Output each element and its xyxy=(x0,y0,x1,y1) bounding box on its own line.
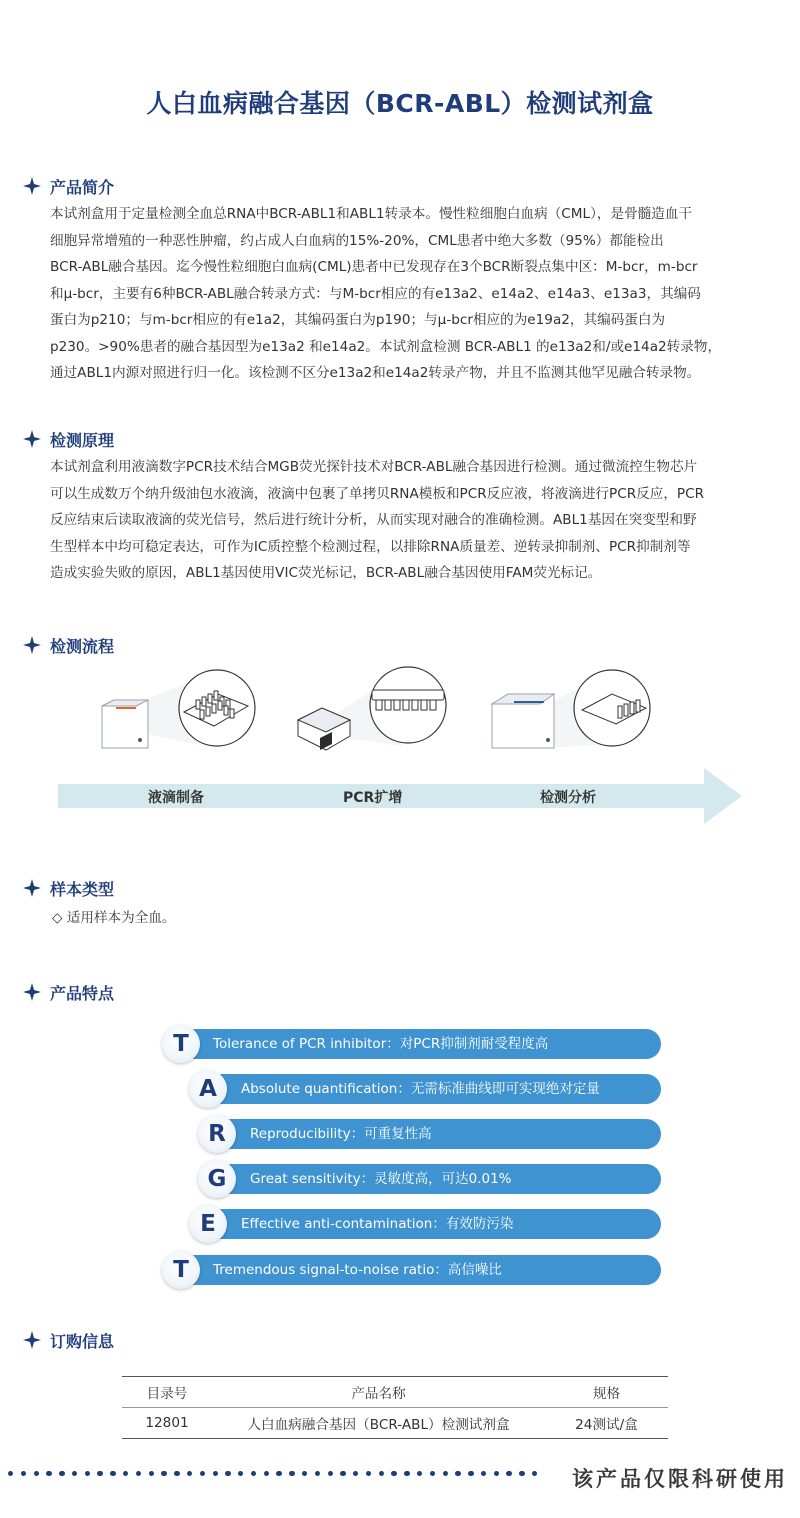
text-line: 反应结束后读取液滴的荧光信号，然后进行统计分析，从而实现对融合的准确检测。ABL1基因在突变型和野 xyxy=(50,512,697,528)
feature-text: Tolerance of PCR inhibitor：对PCR抑制剂耐受程度高 xyxy=(213,1036,549,1052)
sample-type-text: ◇ 适用样本为全血。 xyxy=(52,910,176,926)
text-line: 细胞异常增殖的一种恶性肿瘤，约占成人白血病的15%-20%，CML患者中绝大多数（95%）都能检出 xyxy=(50,232,664,249)
feature-letter-badge: E xyxy=(189,1205,227,1243)
divider-dot xyxy=(353,1471,358,1476)
workflow-step-droplet: 液滴制备 xyxy=(148,790,204,806)
feature-pill xyxy=(216,1164,661,1194)
text-line: 本试剂盒用于定量检测全血总RNA中BCR-ABL1和ABL1转录本。慢性粒细胞白血病（CML），是骨髓造血干 xyxy=(50,206,693,222)
feature-letter-badge: T xyxy=(162,1251,200,1289)
text-line: 生型样本中均可稳定表达，可作为IC质控整个检测过程，以排除RNA质量差、逆转录抑制剂、PCR抑制剂等 xyxy=(50,538,691,555)
feature-pill xyxy=(180,1029,661,1059)
divider-dot xyxy=(97,1471,102,1476)
divider-dot xyxy=(315,1471,320,1476)
intro-paragraph xyxy=(50,201,778,387)
divider-dot xyxy=(174,1471,179,1476)
feature-text: Effective anti-contamination：有效防污染 xyxy=(241,1216,514,1232)
divider-dot xyxy=(264,1471,269,1476)
four-point-star-icon xyxy=(22,982,42,1002)
divider-dot xyxy=(417,1471,422,1476)
feature-pill xyxy=(207,1209,661,1239)
pcr-thermocycler-illustration xyxy=(292,664,462,754)
text-line: 蛋白为p210；与m-bcr相应的有e1a2，其编码蛋白为p190；与μ-bcr相应的为e19a2，其编码蛋白为 xyxy=(50,312,666,328)
section-title: 检测原理 xyxy=(50,430,115,450)
feature-letter-badge: G xyxy=(198,1160,236,1198)
divider-dot xyxy=(340,1471,345,1476)
text-line: 造成实验失败的原因，ABL1基因使用VIC荧光标记，BCR-ABL融合基因使用FAM荧光标记。 xyxy=(50,565,602,581)
section-heading-intro xyxy=(22,174,114,198)
divider-dot xyxy=(136,1471,141,1476)
section-heading-sample xyxy=(22,876,114,900)
divider-dot xyxy=(366,1471,371,1476)
section-heading-features xyxy=(22,980,114,1004)
divider-dot xyxy=(443,1471,448,1476)
column-header: 规格 xyxy=(545,1377,668,1408)
divider-dot xyxy=(34,1471,39,1476)
four-point-star-icon xyxy=(22,176,42,196)
divider-dot xyxy=(200,1471,205,1476)
column-header: 产品名称 xyxy=(212,1377,545,1408)
text-line: 通过ABL1内源对照进行归一化。该检测不区分e13a2和e14a2转录产物，并且不监测其他罕见融合转录物。 xyxy=(50,365,701,381)
divider-dot xyxy=(59,1471,64,1476)
divider-dot xyxy=(391,1471,396,1476)
divider-dot xyxy=(161,1471,166,1476)
research-use-notice: 该产品仅限科研使用 xyxy=(572,1467,788,1491)
divider-dot xyxy=(379,1471,384,1476)
divider-dot xyxy=(289,1471,294,1476)
divider-dot xyxy=(251,1471,256,1476)
text-line: 和μ-bcr，主要有6种BCR-ABL融合转录方式：与M-bcr相应的有e13a2、e14a2、e14a3、e13a3，其编码 xyxy=(50,285,701,302)
feature-text: Tremendous signal-to-noise ratio：高信噪比 xyxy=(213,1262,502,1278)
order-table xyxy=(122,1376,668,1439)
divider-dot xyxy=(430,1471,435,1476)
feature-text: Great sensitivity：灵敏度高，可达0.01% xyxy=(250,1171,512,1187)
feature-pill xyxy=(207,1074,661,1104)
section-title: 产品特点 xyxy=(50,983,115,1003)
divider-dot xyxy=(85,1471,90,1476)
divider-dot xyxy=(519,1471,524,1476)
divider-dot xyxy=(328,1471,333,1476)
divider-dot xyxy=(276,1471,281,1476)
section-title: 检测流程 xyxy=(50,636,115,656)
principle-paragraph xyxy=(50,454,778,587)
section-title: 订购信息 xyxy=(50,1331,115,1351)
page-title: 人白血病融合基因（BCR-ABL）检测试剂盒 xyxy=(146,89,654,118)
divider-dot xyxy=(72,1471,77,1476)
product-name: 人白血病融合基因（BCR-ABL）检测试剂盒 xyxy=(212,1408,545,1439)
column-header: 目录号 xyxy=(122,1377,212,1408)
divider-dot xyxy=(468,1471,473,1476)
divider-dot xyxy=(481,1471,486,1476)
section-heading-principle xyxy=(22,427,114,451)
feature-pill xyxy=(216,1119,661,1149)
feature-text: Absolute quantification：无需标准曲线即可实现绝对定量 xyxy=(241,1081,600,1097)
section-title: 产品简介 xyxy=(50,177,115,197)
section-heading-order xyxy=(22,1328,114,1352)
catalog-number: 12801 xyxy=(122,1408,212,1439)
feature-letter-badge: T xyxy=(162,1025,200,1063)
divider-dot xyxy=(21,1471,26,1476)
divider-dot xyxy=(238,1471,243,1476)
feature-letter-badge: A xyxy=(189,1070,227,1108)
four-point-star-icon xyxy=(22,635,42,655)
four-point-star-icon xyxy=(22,1330,42,1350)
dotted-divider xyxy=(8,1471,545,1483)
divider-dot xyxy=(225,1471,230,1476)
divider-dot xyxy=(302,1471,307,1476)
divider-dot xyxy=(455,1471,460,1476)
divider-dot xyxy=(532,1471,537,1476)
workflow-step-analysis: 检测分析 xyxy=(540,790,596,806)
feature-pill xyxy=(180,1255,661,1285)
divider-dot xyxy=(506,1471,511,1476)
text-line: p230。>90%患者的融合基因型为e13a2 和e14a2。本试剂盒检测 BCR-ABL1 的e13a2和/或e14a2转录物， xyxy=(50,338,722,355)
divider-dot xyxy=(110,1471,115,1476)
section-heading-workflow xyxy=(22,633,114,657)
divider-dot xyxy=(8,1471,13,1476)
droplet-generator-illustration xyxy=(96,664,261,754)
feature-letter-badge: R xyxy=(198,1115,236,1153)
divider-dot xyxy=(123,1471,128,1476)
divider-dot xyxy=(404,1471,409,1476)
analyzer-illustration xyxy=(488,664,658,754)
text-line: 本试剂盒利用液滴数字PCR技术结合MGB荧光探针技术对BCR-ABL融合基因进行检测。通过微流控生物芯片 xyxy=(50,459,698,475)
divider-dot xyxy=(494,1471,499,1476)
text-line: BCR-ABL融合基因。迄今慢性粒细胞白血病(CML)患者中已发现存在3个BCR断裂点集中区：M-bcr，m-bcr xyxy=(50,259,698,275)
table-row xyxy=(122,1408,668,1439)
feature-text: Reproducibility：可重复性高 xyxy=(250,1126,432,1142)
four-point-star-icon xyxy=(22,429,42,449)
four-point-star-icon xyxy=(22,878,42,898)
table-header-row xyxy=(122,1377,668,1408)
divider-dot xyxy=(213,1471,218,1476)
section-title: 样本类型 xyxy=(50,879,115,899)
product-spec: 24测试/盒 xyxy=(545,1408,668,1439)
divider-dot xyxy=(46,1471,51,1476)
text-line: 可以生成数万个纳升级油包水液滴，液滴中包裹了单拷贝RNA模板和PCR反应液，将液滴进行PCR反应，PCR xyxy=(50,485,705,502)
divider-dot xyxy=(149,1471,154,1476)
workflow-step-pcr: PCR扩增 xyxy=(343,790,403,806)
divider-dot xyxy=(187,1471,192,1476)
